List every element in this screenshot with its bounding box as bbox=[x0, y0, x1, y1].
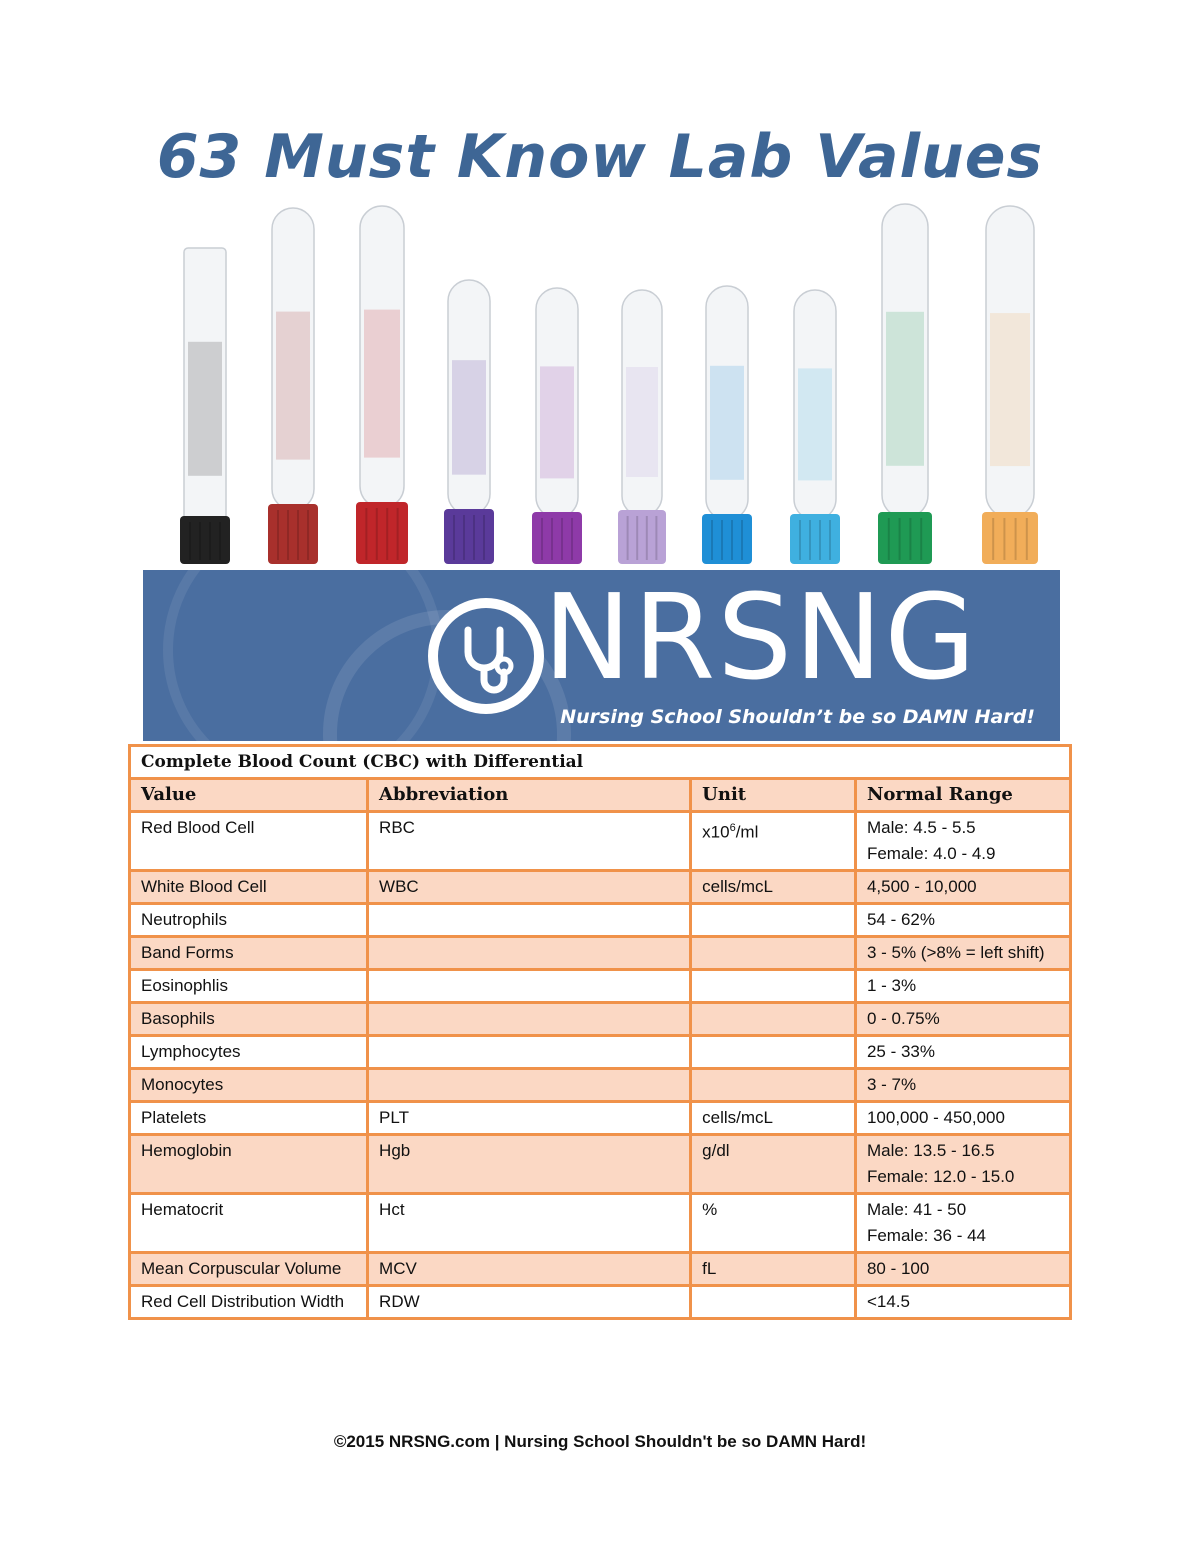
logo-circle bbox=[428, 598, 544, 714]
brand-banner bbox=[143, 570, 1060, 741]
cell-normal-range bbox=[855, 812, 1070, 871]
range-line: Male: 41 - 50 bbox=[866, 1200, 967, 1219]
table-row bbox=[130, 812, 1071, 871]
table-row bbox=[130, 1286, 1071, 1319]
header-abbreviation: Abbreviation bbox=[368, 779, 691, 812]
range-line: 0 - 0.75% bbox=[866, 1009, 940, 1028]
cell-value: Red Cell Distribution Width bbox=[130, 1286, 368, 1319]
unit-exponent: 6 bbox=[729, 822, 736, 834]
range-line: 54 - 62% bbox=[866, 910, 935, 929]
header-value: Value bbox=[130, 779, 368, 812]
green-cap-tube bbox=[878, 204, 932, 564]
cell-abbreviation: RBC bbox=[368, 812, 691, 871]
cell-abbreviation bbox=[368, 1069, 691, 1102]
cell-unit bbox=[691, 1036, 856, 1069]
cell-normal-range bbox=[855, 1069, 1070, 1102]
range-line: Female: 12.0 - 15.0 bbox=[866, 1167, 1015, 1186]
cell-normal-range bbox=[855, 1286, 1070, 1319]
cell-value: Lymphocytes bbox=[130, 1036, 368, 1069]
cell-value: Monocytes bbox=[130, 1069, 368, 1102]
red-cap-tube bbox=[356, 206, 408, 564]
range-line: 3 - 7% bbox=[866, 1075, 917, 1094]
table-row bbox=[130, 1253, 1071, 1286]
table-row bbox=[130, 1069, 1071, 1102]
cell-unit bbox=[691, 1003, 856, 1036]
cell-value: Hemoglobin bbox=[130, 1135, 368, 1194]
table-row bbox=[130, 937, 1071, 970]
table-row bbox=[130, 1003, 1071, 1036]
range-line: 1 - 3% bbox=[866, 976, 917, 995]
cell-value: Hematocrit bbox=[130, 1194, 368, 1253]
cell-value: Mean Corpuscular Volume bbox=[130, 1253, 368, 1286]
range-line: Male: 4.5 - 5.5 bbox=[866, 818, 976, 837]
cell-value: Eosinophlis bbox=[130, 970, 368, 1003]
cell-normal-range bbox=[855, 1036, 1070, 1069]
cell-normal-range bbox=[855, 1194, 1070, 1253]
page-title: 63 Must Know Lab Values bbox=[156, 122, 1044, 192]
cell-value: Basophils bbox=[130, 1003, 368, 1036]
cell-unit: fL bbox=[691, 1253, 856, 1286]
blue-cap-tube bbox=[702, 286, 752, 564]
range-line: 3 - 5% (>8% = left shift) bbox=[866, 943, 1045, 962]
footer: ©2015 NRSNG.com | Nursing School Shouldn't be so DAMN Hard! bbox=[333, 1432, 867, 1451]
dark-red-cap-tube bbox=[268, 208, 318, 564]
cell-abbreviation: PLT bbox=[368, 1102, 691, 1135]
blood-tubes-image bbox=[140, 200, 1060, 572]
table-header-row bbox=[130, 779, 1071, 812]
brand-name: NRSNG bbox=[543, 570, 978, 706]
stethoscope-icon bbox=[438, 608, 534, 704]
cell-unit: cells/mcL bbox=[691, 871, 856, 904]
cell-unit bbox=[691, 812, 856, 871]
table-row bbox=[130, 1194, 1071, 1253]
range-line: 100,000 - 450,000 bbox=[866, 1108, 1005, 1127]
light-blue-cap-tube bbox=[790, 290, 840, 564]
cell-normal-range bbox=[855, 970, 1070, 1003]
range-line: <14.5 bbox=[866, 1292, 910, 1311]
lavender-cap-tube bbox=[532, 288, 582, 564]
orange-cap-tube bbox=[982, 206, 1038, 564]
cell-abbreviation: Hgb bbox=[368, 1135, 691, 1194]
cell-abbreviation: WBC bbox=[368, 871, 691, 904]
cell-value: White Blood Cell bbox=[130, 871, 368, 904]
cell-abbreviation bbox=[368, 970, 691, 1003]
range-line: 25 - 33% bbox=[866, 1042, 935, 1061]
cell-unit bbox=[691, 1286, 856, 1319]
cell-normal-range bbox=[855, 937, 1070, 970]
cell-value: Neutrophils bbox=[130, 904, 368, 937]
cell-unit: g/dl bbox=[691, 1135, 856, 1194]
table-row bbox=[130, 904, 1071, 937]
cell-unit bbox=[691, 937, 856, 970]
range-line: 4,500 - 10,000 bbox=[866, 877, 977, 896]
cell-unit bbox=[691, 904, 856, 937]
cell-abbreviation: MCV bbox=[368, 1253, 691, 1286]
cell-value: Band Forms bbox=[130, 937, 368, 970]
brand-tagline: Nursing School Shouldn’t be so DAMN Hard! bbox=[560, 706, 1035, 728]
table-row bbox=[130, 970, 1071, 1003]
cell-abbreviation bbox=[368, 904, 691, 937]
cell-abbreviation: Hct bbox=[368, 1194, 691, 1253]
table-caption-row bbox=[130, 746, 1071, 779]
header-normal-range: Normal Range bbox=[855, 779, 1070, 812]
table-row bbox=[130, 1036, 1071, 1069]
cell-unit: % bbox=[691, 1194, 856, 1253]
table-row bbox=[130, 1135, 1071, 1194]
black-cap-tube bbox=[180, 248, 230, 564]
cell-normal-range bbox=[855, 904, 1070, 937]
cell-value: Platelets bbox=[130, 1102, 368, 1135]
table-caption: Complete Blood Count (CBC) with Differential bbox=[130, 746, 1071, 779]
cell-abbreviation bbox=[368, 1003, 691, 1036]
cell-abbreviation bbox=[368, 937, 691, 970]
cell-unit bbox=[691, 1069, 856, 1102]
unit-base: x10 bbox=[702, 822, 730, 842]
table-row bbox=[130, 1102, 1071, 1135]
header-unit: Unit bbox=[691, 779, 856, 812]
cell-normal-range bbox=[855, 1003, 1070, 1036]
cell-abbreviation: RDW bbox=[368, 1286, 691, 1319]
range-line: Female: 36 - 44 bbox=[866, 1226, 987, 1245]
cell-abbreviation bbox=[368, 1036, 691, 1069]
range-line: Female: 4.0 - 4.9 bbox=[866, 844, 996, 863]
cbc-table bbox=[128, 744, 1072, 1320]
range-line: 80 - 100 bbox=[866, 1259, 930, 1278]
cell-normal-range bbox=[855, 1102, 1070, 1135]
cell-value: Red Blood Cell bbox=[130, 812, 368, 871]
table-row bbox=[130, 871, 1071, 904]
cell-normal-range bbox=[855, 871, 1070, 904]
cell-normal-range bbox=[855, 1135, 1070, 1194]
range-line: Male: 13.5 - 16.5 bbox=[866, 1141, 995, 1160]
unit-rest: /ml bbox=[735, 822, 759, 842]
cell-unit bbox=[691, 970, 856, 1003]
royal-purple-cap-tube bbox=[444, 280, 494, 564]
cell-normal-range bbox=[855, 1253, 1070, 1286]
light-lavender-cap-tube bbox=[618, 290, 666, 564]
cell-unit: cells/mcL bbox=[691, 1102, 856, 1135]
